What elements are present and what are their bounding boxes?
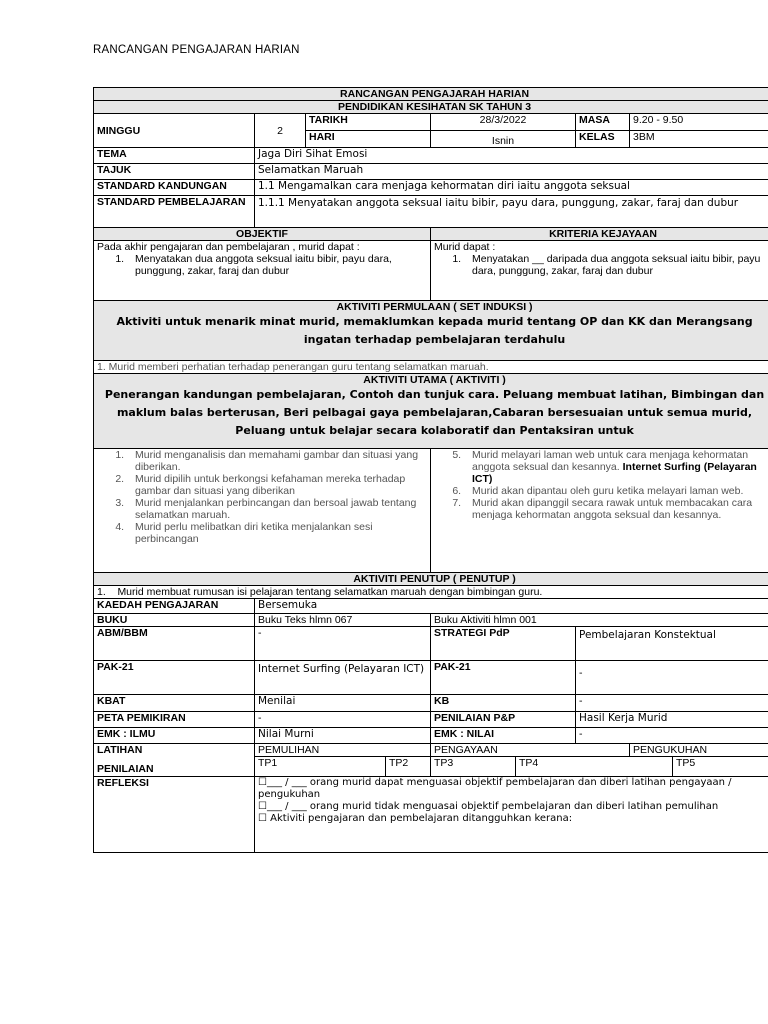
utama-item-5-bold: Internet Surfing (Pelayaran ICT) xyxy=(472,461,757,485)
peta-label: PETA PEMIKIRAN xyxy=(94,712,255,728)
strategi-label: STRATEGI PdP xyxy=(431,627,576,661)
utama-label: AKTIVITI UTAMA ( AKTIVITI ) xyxy=(363,374,506,386)
refleksi-line: ☐ Aktiviti pengajaran dan pembelajaran ditangguhkan kerana: xyxy=(258,813,573,824)
kbat-label: KBAT xyxy=(94,695,255,712)
permulaan-step: 1. Murid memberi perhatian terhadap penerangan guru tentang selamatkan maruah. xyxy=(94,361,768,374)
masa-value: 9.20 - 9.50 xyxy=(630,114,768,131)
emk-ilmu-value: Nilai Murni xyxy=(255,728,431,744)
tp-cell: TP3 xyxy=(431,757,516,777)
utama-left-list xyxy=(94,449,431,573)
utama-desc: Penerangan kandungan pembelajaran, Contoh dan tunjuk cara. Peluang membuat latihan, Bimbingan dan maklum balas berterusan, Beri pelbagai gaya pembelajaran,Cabaran bersesuaian untuk semua murid, Peluang untuk belajar secara kolaboratif dan Pentaksiran untuk xyxy=(104,388,765,437)
buku-teks: Buku Teks hlmn 067 xyxy=(255,614,431,627)
objektif-item: 1. Menyatakan dua anggota seksual iaitu bibir, payu dara, punggung, zakar, faraj dan dubur xyxy=(127,253,427,277)
latihan-pengayaan: PENGAYAAN xyxy=(431,744,630,757)
permulaan-section xyxy=(94,301,768,361)
refleksi-line: ☐___ / ___ orang murid tidak menguasai objektif pembelajaran dan diberi latihan pemulihan xyxy=(258,801,719,812)
emk-nilai-label: EMK : NILAI xyxy=(431,728,576,744)
abm-value: - xyxy=(255,627,431,661)
hari-label: HARI xyxy=(306,131,431,148)
tp-cell: TP4 xyxy=(516,757,673,777)
peta-value: - xyxy=(255,712,431,728)
latihan-pengukuhan: PENGUKUHAN xyxy=(630,744,768,757)
tajuk-value: Selamatkan Maruah xyxy=(255,164,768,180)
utama-right-list xyxy=(431,449,768,573)
buku-aktiviti: Buku Aktiviti hlmn 001 xyxy=(431,614,768,627)
objektif-content xyxy=(94,241,431,301)
kriteria-content xyxy=(431,241,768,301)
tarikh-label: TARIKH xyxy=(306,114,431,131)
emk-ilmu-label: EMK : ILMU xyxy=(94,728,255,744)
pak21-value: Internet Surfing (Pelayaran ICT) xyxy=(255,661,431,695)
utama-item: 4. Murid perlu melibatkan diri ketika menjalankan sesi perbincangan xyxy=(127,521,427,545)
pak21-label: PAK-21 xyxy=(94,661,255,695)
utama-item: 2. Murid dipilih untuk berkongsi kefahaman mereka terhadap gambar dan situasi yang diberikan xyxy=(127,473,427,497)
plan-title: RANCANGAN PENGAJARAH HARIAN xyxy=(94,88,768,101)
pak21-second-label: PAK-21 xyxy=(431,661,576,695)
pak21-second-value: - xyxy=(576,661,768,695)
kaedah-value: Bersemuka xyxy=(255,599,768,614)
refleksi-label: REFLEKSI xyxy=(94,777,255,853)
tema-value: Jaga Diri Sihat Emosi xyxy=(255,148,768,164)
tema-label: TEMA xyxy=(94,148,255,164)
utama-list-5-7 xyxy=(434,449,768,521)
kaedah-label: KAEDAH PENGAJARAN xyxy=(94,599,255,614)
tp-cell: TP2 xyxy=(386,757,431,777)
utama-item: 3. Murid menjalankan perbincangan dan bersoal jawab tentang selamatkan maruah. xyxy=(127,497,427,521)
utama-section xyxy=(94,374,768,449)
standard-kandungan-value: 1.1 Mengamalkan cara menjaga kehormatan diri iaitu anggota seksual xyxy=(255,180,768,196)
utama-item: 7. Murid akan dipanggil secara rawak untuk membacakan cara menjaga kehormatan anggota seksual dan kesannya. xyxy=(464,497,768,521)
kelas-label: KELAS xyxy=(576,131,630,148)
permulaan-label: AKTIVITI PERMULAAN ( SET INDUKSI ) xyxy=(336,301,533,313)
penilaian-pp-label: PENILAIAN P&P xyxy=(431,712,576,728)
kb-label: KB xyxy=(431,695,576,712)
lesson-plan-table xyxy=(93,87,768,853)
masa-label: MASA xyxy=(576,114,630,131)
penutup-text: Murid membuat rumusan isi pelajaran tentang selamatkan maruah dengan bimbingan guru. xyxy=(117,586,543,598)
utama-item: 1. Murid menganalisis dan memahami gambar dan situasi yang diberikan. xyxy=(127,449,427,473)
buku-label: BUKU xyxy=(94,614,255,627)
kbat-value: Menilai xyxy=(255,695,431,712)
kb-value: - xyxy=(576,695,768,712)
tp-cell: TP5 xyxy=(673,757,768,777)
kelas-value: 3BM xyxy=(630,131,768,148)
tarikh-value: 28/3/2022 xyxy=(431,114,576,131)
penilaian-label: PENILAIAN xyxy=(97,763,154,775)
penutup-label: AKTIVITI PENUTUP ( PENUTUP ) xyxy=(94,573,768,586)
minggu-label: MINGGU xyxy=(94,114,255,148)
strategi-value: Pembelajaran Konstektual xyxy=(576,627,768,661)
penilaian-pp-value: Hasil Kerja Murid xyxy=(576,712,768,728)
objektif-list xyxy=(97,253,427,277)
objektif-label: OBJEKTIF xyxy=(94,228,431,241)
penutup-step xyxy=(94,586,768,599)
hari-value: Isnin xyxy=(431,131,576,148)
permulaan-desc: Aktiviti untuk menarik minat murid, memaklumkan kepada murid tentang OP dan KK dan Merangsang ingatan terhadap pembelajaran terdahulu xyxy=(116,315,753,346)
kriteria-intro: Murid dapat : xyxy=(434,241,496,253)
utama-item-5-text: Murid melayari laman web untuk cara menjaga kehormatan anggota seksual dan kesannya. xyxy=(472,449,749,473)
standard-pembelajaran-label: STANDARD PEMBELAJARAN xyxy=(94,196,255,228)
refleksi-content xyxy=(255,777,768,853)
abm-label: ABM/BBM xyxy=(94,627,255,661)
refleksi-line: ☐___ / ___ orang murid dapat menguasai objektif pembelajaran dan diberi latihan pengayaan / pengukuhan xyxy=(258,777,732,800)
utama-list-1-4 xyxy=(97,449,427,545)
page-heading: RANCANGAN PENGAJARAN HARIAN xyxy=(93,44,300,56)
latihan-label: LATIHAN xyxy=(97,744,143,756)
kriteria-label: KRITERIA KEJAYAAN xyxy=(431,228,768,241)
penutup-number: 1. xyxy=(97,586,106,598)
subject-title: PENDIDIKAN KESIHATAN SK TAHUN 3 xyxy=(94,101,768,114)
tajuk-label: TAJUK xyxy=(94,164,255,180)
standard-kandungan-label: STANDARD KANDUNGAN xyxy=(94,180,255,196)
kriteria-item: 1. Menyatakan __ daripada dua anggota seksual iaitu bibir, payu dara, punggung, zakar, faraj dan dubur xyxy=(464,253,768,277)
utama-item: 6. Murid akan dipantau oleh guru ketika melayari laman web. xyxy=(464,485,768,497)
objektif-intro: Pada akhir pengajaran dan pembelajaran , murid dapat : xyxy=(97,241,360,253)
tp-cell: TP1 xyxy=(255,757,386,777)
latihan-penilaian-labels xyxy=(94,744,255,777)
latihan-pemulihan: PEMULIHAN xyxy=(255,744,431,757)
utama-item xyxy=(464,449,768,485)
minggu-value: 2 xyxy=(255,114,306,148)
emk-nilai-value: - xyxy=(576,728,768,744)
standard-pembelajaran-value: 1.1.1 Menyatakan anggota seksual iaitu bibir, payu dara, punggung, zakar, faraj dan dubur xyxy=(255,196,768,228)
kriteria-list xyxy=(434,253,768,277)
